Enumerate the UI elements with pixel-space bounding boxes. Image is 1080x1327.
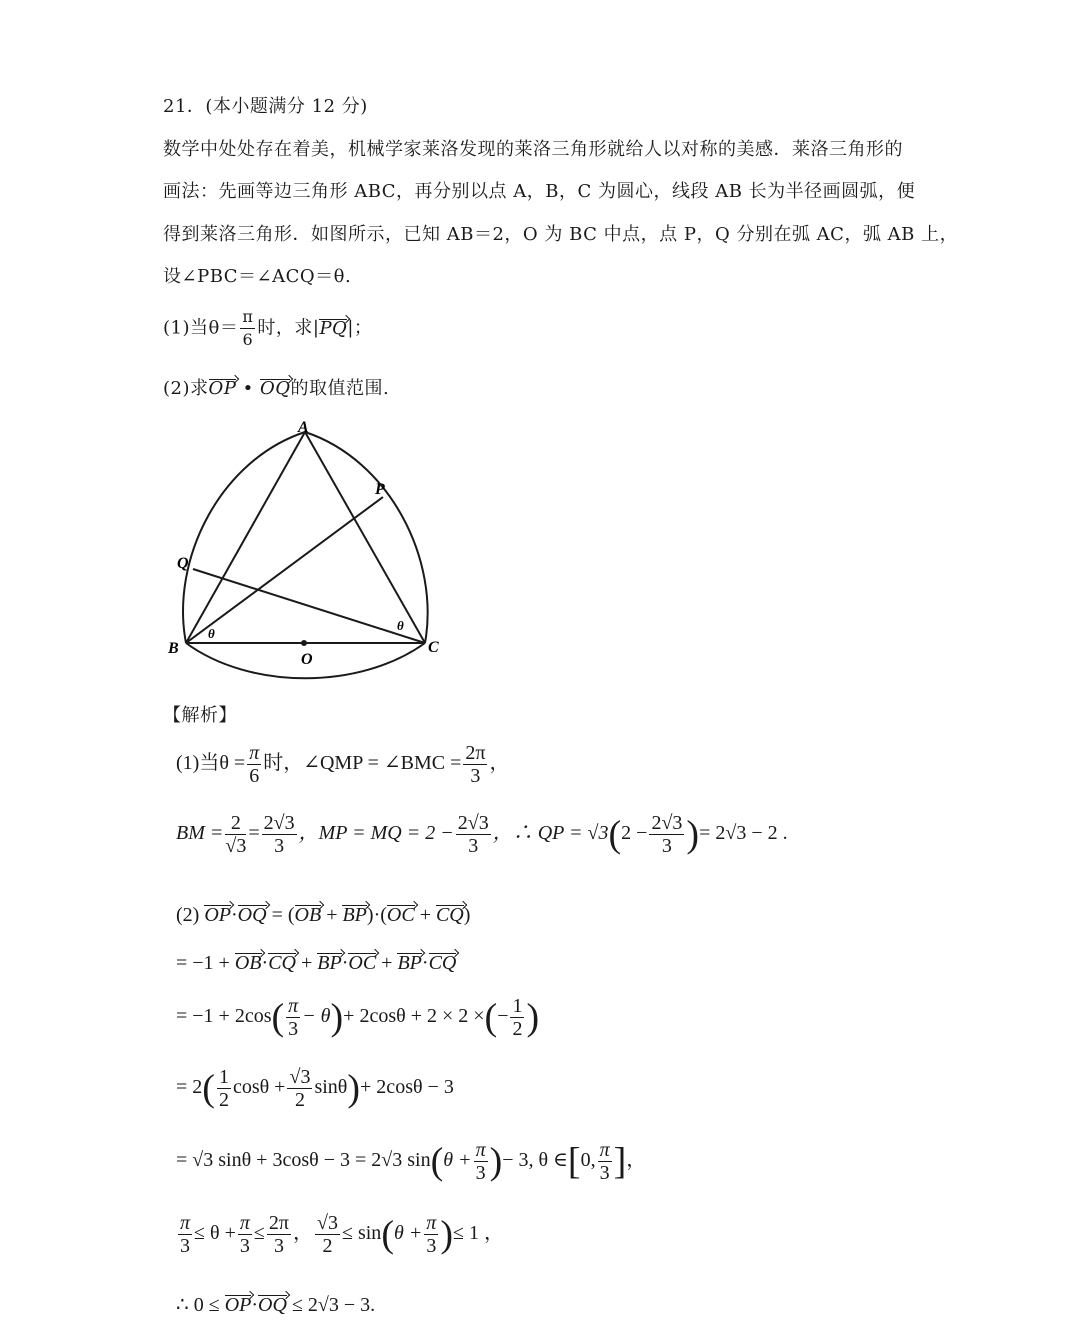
question-1: (1)当θ＝ $\frac{\pi}{6}$ 时，求|PQ|； (163, 307, 373, 349)
segment-ab (186, 432, 305, 643)
reuleaux-figure (160, 410, 450, 685)
solution-1-line-1: (1)当θ = $\frac{\pi}{6}$ 时，∠QMP = ∠BMC = $\frac{2\pi}{3}$ ， (176, 742, 510, 787)
problem-line-4: 设∠PBC＝∠ACQ＝θ. (163, 266, 352, 287)
label-p: P (375, 481, 385, 498)
problem-line-2: 画法：先画等边三角形 ABC，再分别以点 A，B，C 为圆心，线段 AB 长为半径画圆弧，便 (163, 181, 916, 202)
solution-heading: 【解析】 (163, 705, 237, 726)
problem-line-1: 数学中处处存在着美，机械学家莱洛发现的莱洛三角形就给人以对称的美感．莱洛三角形的 (163, 139, 903, 160)
vector-oq: OQ (259, 378, 291, 399)
solution-2-line-1: (2) OP·OQ = (OB + BP)·(OC + CQ) (176, 904, 471, 926)
point-o (301, 640, 307, 646)
solution-2-line-4: = 2( $\frac{1}{2}$ cosθ + $\frac{√3}{2}$ sinθ)+ 2cosθ − 3 (176, 1066, 454, 1111)
problem-line-3: 得到莱洛三角形．如图所示，已知 AB＝2，O 为 BC 中点，点 P，Q 分别在弧 AC，弧 AB 上， (163, 224, 959, 245)
problem-header: 21．(本小题满分 12 分) (163, 96, 368, 117)
label-c: C (428, 639, 439, 656)
label-b: B (168, 640, 179, 657)
label-q: Q (177, 555, 189, 572)
vector-pq: PQ (319, 317, 348, 339)
label-theta-b: θ (208, 626, 215, 641)
question-2: (2)求OP • OQ的取值范围. (163, 378, 390, 399)
solution-1-line-2: BM = $\frac{2}{√3}$ = $\frac{2√3}{3}$ ，MP = MQ = 2 − $\frac{2√3}{3}$ ，∴ QP = √3(2 − $\frac{2√3}{3}$ )= 2√3 − 2 . (176, 812, 788, 857)
solution-2-line-6: $\frac{\pi}{3}$ ≤ θ + $\frac{\pi}{3}$ ≤ $\frac{2\pi}{3}$ ， $\frac{√3}{2}$ ≤ sin(θ + $\frac{\pi}{3}$ )≤ 1 ， (180, 1212, 504, 1257)
label-a: A (298, 419, 309, 436)
label-o: O (301, 651, 313, 668)
label-theta-c: θ (397, 618, 404, 633)
solution-2-line-5: = √3 sinθ + 3cosθ − 3 = 2√3 sin(θ + $\frac{\pi}{3}$ )− 3, θ ∈[0, $\frac{\pi}{3}$ ]， (176, 1139, 647, 1184)
solution-2-line-2: = −1 + OB·CQ + BP·OC + BP·CQ (176, 952, 457, 974)
vector-op: OP (208, 378, 237, 399)
solution-2-line-7: ∴ 0 ≤ OP·OQ ≤ 2√3 − 3. (176, 1294, 376, 1316)
solution-2-line-3: = −1 + 2cos( $\frac{\pi}{3}$ − θ)+ 2cosθ + 2 × 2 ×(− $\frac{1}{2}$ ) (176, 995, 540, 1040)
